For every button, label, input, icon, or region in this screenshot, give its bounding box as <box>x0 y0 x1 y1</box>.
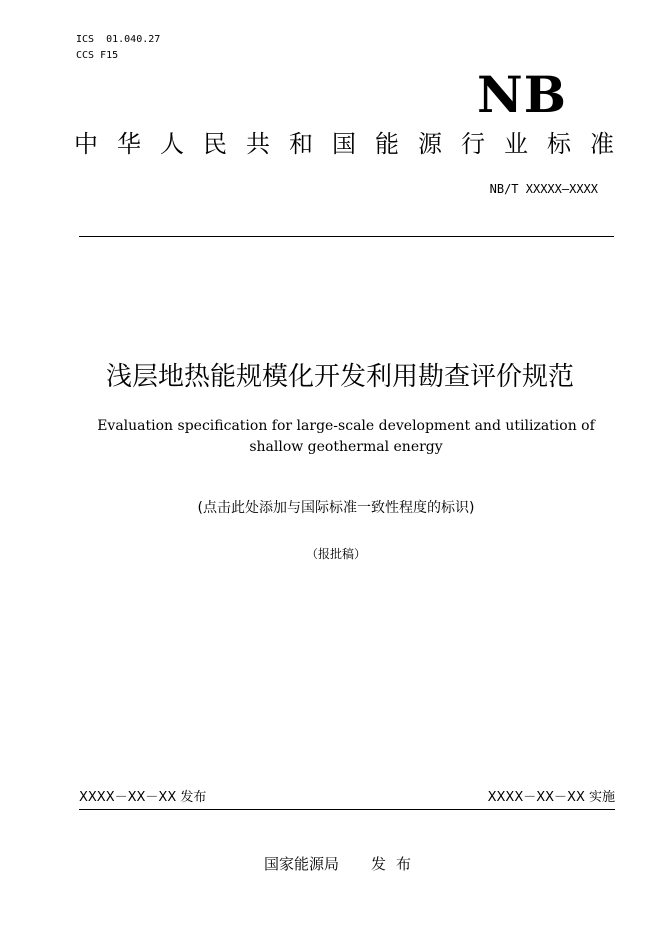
document-title-english: Evaluation specification for large-scale development and utilization of shallow geothermal energy <box>97 418 595 455</box>
footer-divider <box>79 809 615 810</box>
org-char: 和 <box>289 130 313 158</box>
org-char: 标 <box>547 130 571 158</box>
org-char: 共 <box>246 130 270 158</box>
org-char: 国 <box>332 130 356 158</box>
draft-status: （报批稿） <box>305 547 366 561</box>
org-char: 业 <box>504 130 528 158</box>
org-char: 华 <box>117 130 141 158</box>
document-title-chinese: 浅层地热能规模化开发利用勘查评价规范 <box>105 362 574 392</box>
issuer-name: 国家能源局 <box>264 855 340 873</box>
organization-title <box>74 128 614 160</box>
standard-number: NB/T XXXXX—XXXX <box>489 182 598 196</box>
issue-label: 发布 <box>371 855 422 873</box>
consistency-note-field[interactable]: (点击此处添加与国际标准一致性程度的标识) <box>197 500 475 516</box>
org-char: 人 <box>160 130 184 158</box>
classification-codes <box>76 32 160 64</box>
implementation-date: XXXX－XX－XX 实施 <box>487 790 615 805</box>
ics-code: ICS 01.040.27 <box>76 34 161 45</box>
org-char: 源 <box>418 130 442 158</box>
org-char: 行 <box>461 130 485 158</box>
header-divider <box>79 236 614 237</box>
ccs-code: CCS F15 <box>76 50 119 61</box>
issue-date: XXXX－XX－XX 发布 <box>79 790 207 805</box>
nb-logo: NB <box>477 65 567 124</box>
org-char: 能 <box>375 130 399 158</box>
org-char: 中 <box>74 130 98 158</box>
org-char: 准 <box>590 130 614 158</box>
issuer-line <box>264 853 421 875</box>
org-char: 民 <box>203 130 227 158</box>
